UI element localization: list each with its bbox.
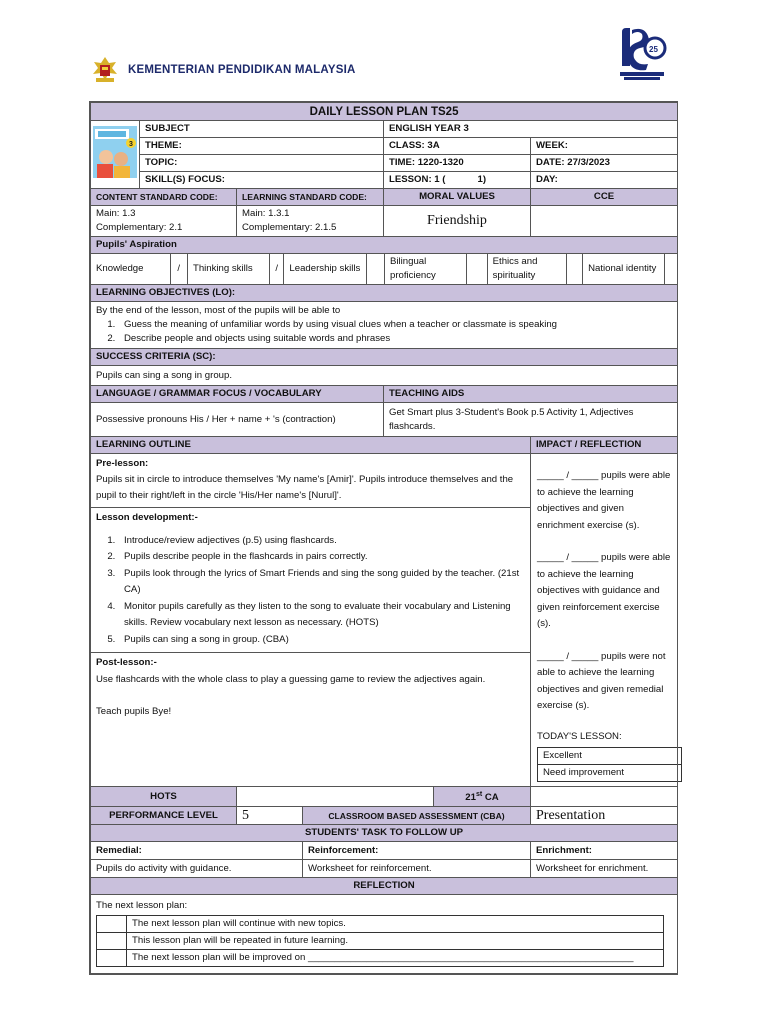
impact-reflection-title: IMPACT / REFLECTION: [531, 437, 678, 454]
aspiration-row: [91, 254, 678, 285]
todays-lesson-label: TODAY'S LESSON:: [537, 730, 622, 742]
content-main: Main: 1.3: [96, 208, 136, 219]
day-info: DAY:: [531, 172, 678, 189]
class-info: CLASS: 3A: [384, 138, 531, 155]
learning-outline-title: LEARNING OUTLINE: [91, 437, 531, 454]
success-criteria-text: Pupils can sing a song in group.: [91, 366, 678, 386]
reflection-option-checkbox[interactable]: [97, 950, 127, 967]
week-info: WEEK:: [531, 138, 678, 155]
skills-focus-label: SKILL(S) FOCUS:: [140, 172, 384, 189]
aspiration-leadership-mark: [366, 254, 384, 284]
development-step: 4. Monitor pupils carefully as they listen to the song to evaluate their vocabulary and Listening skills. Review vocabulary next lesson as necessary. (HOTS): [118, 599, 525, 632]
theme-label: THEME:: [140, 138, 384, 155]
subject-label: SUBJECT: [140, 121, 384, 138]
lesson-info: LESSON: 1 ( 1): [384, 172, 531, 189]
reflection-options-table: [96, 915, 664, 967]
remedial-label: Remedial:: [91, 842, 303, 860]
reflection-body: [91, 895, 678, 974]
content-complementary: Complementary: 2.1: [96, 222, 183, 233]
learning-complementary: Complementary: 2.1.5: [242, 222, 337, 233]
reflection-intro: The next lesson plan:: [96, 900, 188, 912]
doc-title: DAILY LESSON PLAN TS25: [91, 103, 678, 121]
moral-values-label: MORAL VALUES: [384, 189, 531, 206]
aspiration-national-mark: [665, 254, 677, 284]
aspiration-bilingual: Bilingual proficiency: [385, 254, 467, 284]
ministry-header: [90, 54, 356, 86]
aspiration-title: Pupils' Aspiration: [91, 237, 678, 254]
impact-enrichment: _____ / _____ pupils were able to achieve the learning objectives and given enrichment exercise (s).: [537, 470, 671, 531]
content-standard-label: CONTENT STANDARD CODE:: [91, 189, 237, 206]
enrichment-label: Enrichment:: [531, 842, 678, 860]
aspiration-knowledge: Knowledge: [91, 254, 170, 284]
impact-remedial: _____ / _____ pupils were not able to achieve the learning objectives and given remedial exercise (s).: [537, 650, 666, 711]
impact-reflection-body: [531, 454, 678, 787]
hots-label: HOTS: [91, 787, 237, 807]
impact-reinforcement: _____ / _____ pupils were able to achieve the learning objectives with guidance and given reinforcement exercise (s).: [537, 552, 671, 629]
objectives-body: [91, 302, 678, 349]
content-standard-value: [91, 206, 237, 237]
development-step: 1. Introduce/review adjectives (p.5) using flashcards.: [118, 533, 525, 550]
learning-main: Main: 1.3.1: [242, 208, 290, 219]
time-info: TIME: 1220-1320: [384, 155, 531, 172]
performance-level-value: 5: [237, 807, 303, 825]
21st-ca-value: [531, 787, 678, 807]
learning-outline-body: [91, 454, 531, 787]
subject-value: ENGLISH YEAR 3: [384, 121, 678, 138]
aspiration-ethics-mark: [566, 254, 582, 284]
svg-text:3: 3: [129, 141, 133, 148]
post-lesson-text-2: Teach pupils Bye!: [96, 706, 172, 717]
teaching-aids-text: Get Smart plus 3-Student's Book p.5 Activity 1, Adjectives flashcards.: [384, 403, 678, 437]
moral-value: Friendship: [384, 206, 531, 237]
post-lesson-title: Post-lesson:-: [96, 657, 157, 668]
reflection-title: REFLECTION: [91, 878, 678, 895]
objectives-intro: By the end of the lesson, most of the pupils will be able to: [96, 305, 341, 316]
enrichment-text: Worksheet for enrichment.: [531, 860, 678, 878]
aspiration-thinking: Thinking skills: [187, 254, 269, 284]
reflection-option-checkbox[interactable]: [97, 933, 127, 950]
hots-value: [237, 787, 434, 807]
lesson-development-title: Lesson development:-: [96, 512, 198, 523]
aspiration-leadership: Leadership skills: [284, 254, 366, 284]
reinforcement-label: Reinforcement:: [303, 842, 531, 860]
learning-standard-label: LEARNING STANDARD CODE:: [237, 189, 384, 206]
objective-item: 2. Describe people and objects using suitable words and phrases: [118, 332, 672, 346]
objectives-title: LEARNING OBJECTIVES (LO):: [91, 285, 678, 302]
topic-label: TOPIC:: [140, 155, 384, 172]
21st-ca-label: 21st CA: [434, 787, 531, 807]
aspiration-national: National identity: [583, 254, 665, 284]
ts25-logo-icon: [618, 26, 668, 82]
remedial-text: Pupils do activity with guidance.: [91, 860, 303, 878]
language-focus-text: Possessive pronouns His / Her + name + 's (contraction): [91, 403, 384, 437]
ministry-name: KEMENTERIAN PENDIDIKAN MALAYSIA: [128, 64, 356, 76]
aspiration-ethics: Ethics and spirituality: [487, 254, 566, 284]
performance-level-label: PERFORMANCE LEVEL: [91, 807, 237, 825]
cce-label: CCE: [531, 189, 678, 206]
reflection-option: This lesson plan will be repeated in future learning.: [127, 933, 664, 950]
svg-text:25: 25: [649, 45, 658, 54]
post-lesson-text: Use flashcards with the whole class to play a guessing game to review the adjectives again.: [96, 673, 486, 685]
reinforcement-text: Worksheet for reinforcement.: [303, 860, 531, 878]
success-criteria-title: SUCCESS CRITERIA (SC):: [91, 349, 678, 366]
development-step: 5. Pupils can sing a song in group. (CBA): [118, 632, 525, 649]
development-step: 3. Pupils look through the lyrics of Smart Friends and sing the song guided by the teacher. (21st CA): [118, 566, 525, 599]
follow-up-title: STUDENTS' TASK TO FOLLOW UP: [91, 825, 678, 842]
get-smart-book-icon: [93, 126, 137, 178]
today-need-improvement: Need improvement: [538, 765, 682, 782]
today-excellent: Excellent: [538, 748, 682, 765]
language-focus-title: LANGUAGE / GRAMMAR FOCUS / VOCABULARY: [91, 386, 384, 403]
cba-value: Presentation: [531, 807, 678, 825]
pre-lesson-title: Pre-lesson:: [96, 458, 149, 469]
cba-label: CLASSROOM BASED ASSESSMENT (CBA): [303, 807, 531, 825]
reflection-option: The next lesson plan will be improved on _____________________________________________________________: [127, 950, 664, 967]
objective-item: 1. Guess the meaning of unfamiliar words by using visual clues when a teacher or classmate is speaking: [118, 318, 672, 332]
lesson-plan-table: [90, 102, 678, 974]
textbook-cover: [91, 121, 140, 189]
aspiration-knowledge-mark: /: [170, 254, 187, 284]
lesson-plan-document: [89, 101, 678, 975]
date-info: DATE: 27/3/2023: [531, 155, 678, 172]
cce-value: [531, 206, 678, 237]
todays-lesson-table: [537, 747, 682, 782]
development-step: 2. Pupils describe people in the flashcards in pairs correctly.: [118, 549, 525, 566]
pre-lesson-text: Pupils sit in circle to introduce themselves 'My name's [Amir]'. Pupils introduce themselves and the pupil to their right/left in the circle 'His/Her name's [Nurul]'.: [96, 474, 514, 501]
ministry-crest-icon: [90, 56, 120, 84]
aspiration-thinking-mark: /: [270, 254, 284, 284]
teaching-aids-title: TEACHING AIDS: [384, 386, 678, 403]
learning-standard-value: [237, 206, 384, 237]
reflection-option-checkbox[interactable]: [97, 916, 127, 933]
reflection-option: The next lesson plan will continue with new topics.: [127, 916, 664, 933]
aspiration-bilingual-mark: [467, 254, 488, 284]
